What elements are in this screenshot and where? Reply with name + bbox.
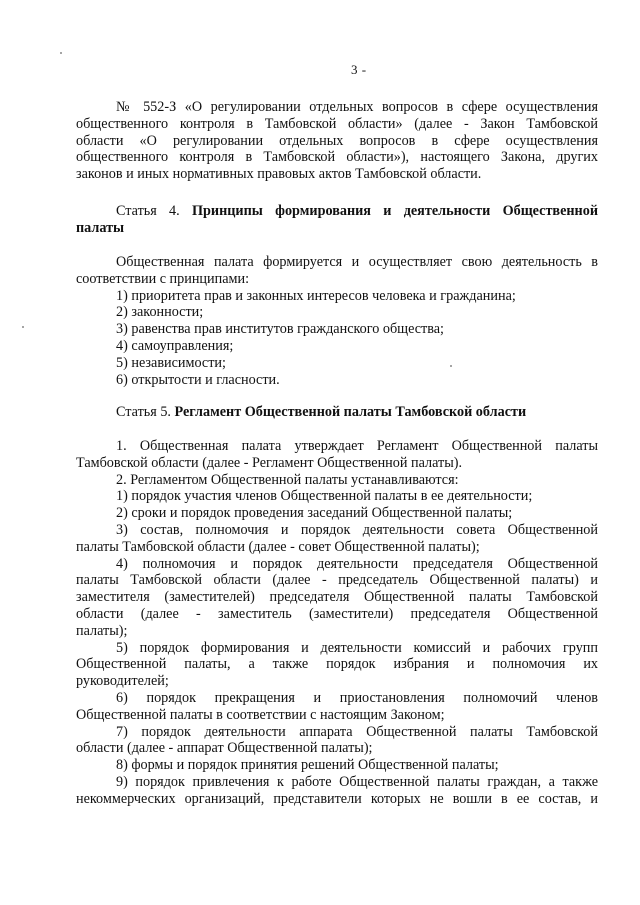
text-line: заместителя (заместителей) председателя Общественной палаты Тамбовской (76, 589, 598, 606)
article-5-heading (76, 404, 598, 421)
heading-line (76, 203, 598, 220)
list-item: 2) сроки и порядок проведения заседаний Общественной палаты; (116, 505, 513, 522)
page-number: 3 - (351, 62, 367, 77)
list-item: 6) открытости и гласности. (116, 371, 280, 388)
list-item: 6) порядок прекращения и приостановления полномочий членов (116, 689, 598, 706)
article-title: Принципы формирования и деятельности Общественной (191, 203, 598, 219)
list-item: 9) порядок привлечения к работе Общественной палаты граждан, а также (116, 773, 598, 790)
text-line: палаты); (76, 622, 128, 639)
list-item: 7) порядок деятельности аппарата Общественной палаты Тамбовской (116, 723, 598, 740)
text-line: области (далее - заместитель (заместители) председателя Общественной (76, 605, 598, 622)
article-title: палаты (76, 219, 125, 236)
list-item: 1) приоритета прав и законных интересов человека и гражданина; (116, 287, 516, 304)
text-line: 2. Регламентом Общественной палаты устанавливаются: (116, 471, 459, 488)
text-line: законов и иных нормативных правовых актов Тамбовской области. (76, 166, 482, 183)
list-item: 5) порядок формирования и деятельности комиссий и рабочих групп (116, 639, 598, 656)
text-line: Общественная палата формируется и осуществляет свою деятельность в (116, 254, 598, 270)
text-line: 1. Общественная палата утверждает Регламент Общественной палаты (116, 438, 598, 454)
text-line: соответствии с принципами: (76, 270, 250, 287)
text-line: Общественной палаты в соответствии с настоящим Законом; (76, 706, 445, 723)
list-item: 3) равенства прав институтов гражданского общества; (116, 321, 445, 338)
article-title: Регламент Общественной палаты Тамбовской области (174, 404, 527, 420)
scan-speck (60, 52, 62, 54)
text-line: № 552-З «О регулировании отдельных вопросов в сфере осуществления (116, 99, 598, 115)
text-line: палаты Тамбовской области (далее - председатель Общественной палаты) и (76, 572, 598, 589)
text-line: области «О регулировании отдельных вопросов в сфере осуществления (76, 132, 598, 149)
list-item: 4) полномочия и порядок деятельности председателя Общественной (116, 555, 598, 572)
list-item: 3) состав, полномочия и порядок деятельности совета Общественной (116, 521, 598, 538)
article-5-body (76, 438, 598, 808)
article-label: Статья 4. (116, 203, 180, 219)
text-line: Общественной палаты, а также порядок избрания и полномочия их (76, 656, 598, 673)
heading-line (76, 404, 598, 421)
text-line: общественного контроля в Тамбовской области»), настоящего Закона, других (76, 149, 598, 166)
article-4-heading (76, 203, 598, 237)
text-line: некоммерческих организаций, представители которых не вошли в ее состав, и (76, 790, 598, 807)
heading-line (76, 220, 598, 237)
text-line: палаты Тамбовской области (далее - совет Общественной палаты); (76, 538, 480, 555)
list-item: 1) порядок участия членов Общественной палаты в ее деятельности; (116, 488, 533, 505)
text-line: руководителей; (76, 673, 169, 690)
text-line: общественного контроля в Тамбовской области» (далее - Закон Тамбовской (76, 115, 598, 132)
list-item: 2) законности; (116, 304, 204, 321)
scan-speck (22, 326, 24, 328)
article-label: Статья 5. (116, 404, 171, 420)
list-item: 4) самоуправления; (116, 337, 234, 354)
text-line: Тамбовской области (далее - Регламент Общественной палаты). (76, 454, 463, 471)
text-line: области (далее - аппарат Общественной палаты); (76, 740, 373, 757)
list-item: 8) формы и порядок принятия решений Общественной палаты; (116, 757, 499, 774)
article-4-body (76, 254, 598, 388)
list-item: 5) независимости; (116, 354, 226, 371)
intro-paragraph (76, 99, 598, 183)
